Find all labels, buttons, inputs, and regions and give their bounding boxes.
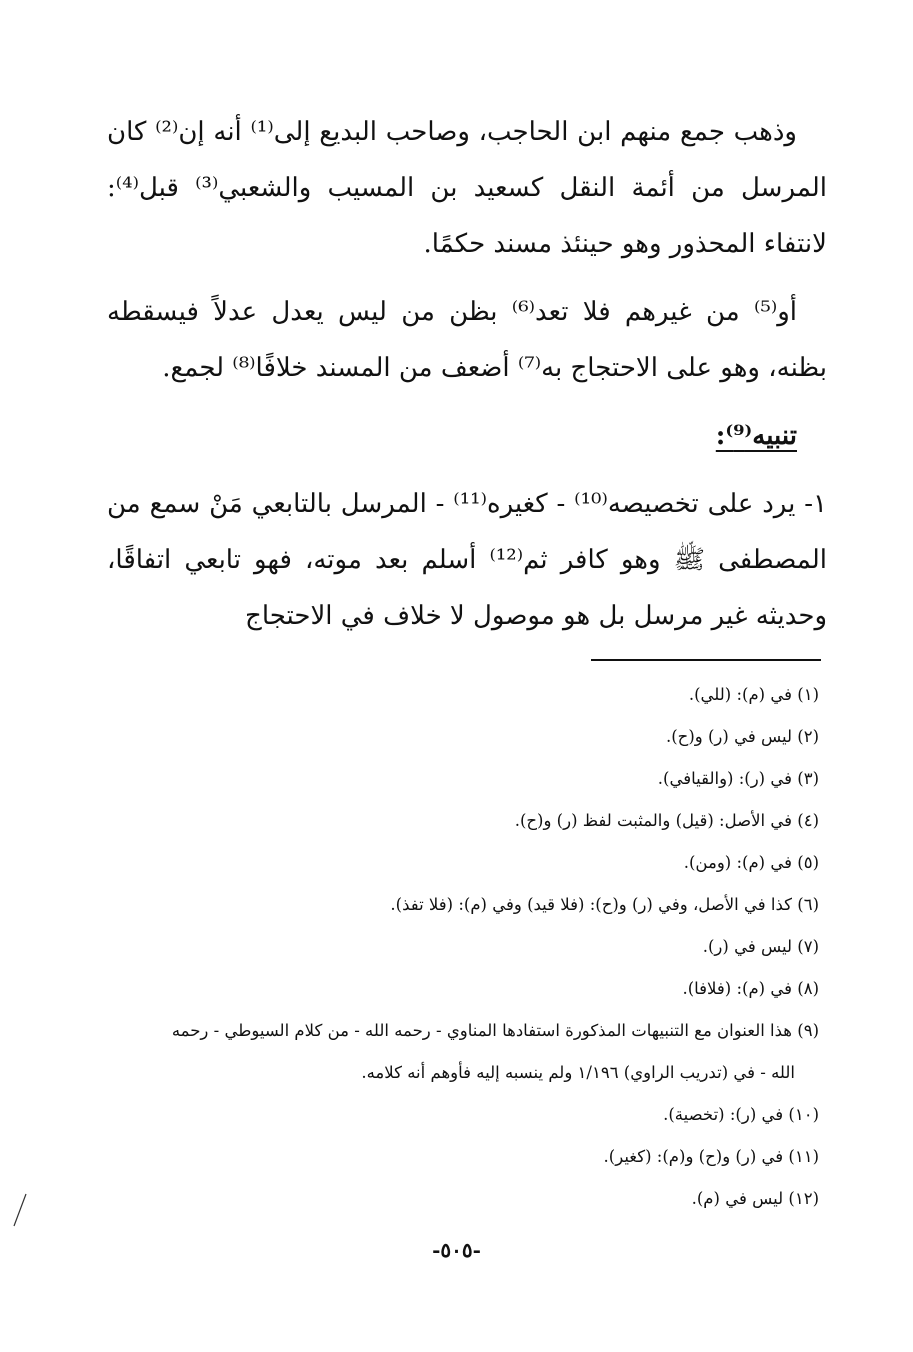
footnote-11: (١١) في (ر) و(ح) و(م): (كغير).: [603, 1147, 819, 1166]
footnote-6: (٦) كذا في الأصل، وفي (ر) و(ح): (فلا قيد) وفي (م): (فلا تفذ).: [390, 895, 819, 914]
paragraph-2: أو⁽⁵⁾ من غيرهم فلا تعد⁽⁶⁾ بظن من ليس يعدل عدلاً فيسقطه بظنه، وهو على الاحتجاج به⁽⁷⁾ أضعف من المسند خلافًا⁽⁸⁾ لجمع.: [107, 297, 827, 383]
footnote-4: (٤) في الأصل: (قيل) والمثبت لفظ (ر) و(ح).: [514, 811, 819, 830]
footnote-10: (١٠) في (ر): (تخصية).: [663, 1105, 819, 1124]
footnote-12: (١٢) ليس في (م).: [691, 1189, 819, 1208]
footnote-5: (٥) في (م): (ومن).: [683, 853, 819, 872]
section-heading: تنبيه⁽⁹⁾:: [715, 421, 797, 451]
footnote-3: (٣) في (ر): (والقيافي).: [657, 769, 819, 788]
footnote-9-continuation: الله - في (تدريب الراوي) ١/١٩٦ ولم ينسبه إليه فأوهم أنه كلامه.: [361, 1063, 795, 1082]
main-text: [107, 104, 827, 656]
footnotes: [99, 674, 819, 1220]
footnote-8: (٨) في (م): (فلافا).: [682, 979, 819, 998]
note-item-1: ١- يرد على تخصيصه⁽¹⁰⁾ - كغيره⁽¹¹⁾ - المرسل بالتابعي مَنْ سمع من المصطفى ﷺ وهو كافر ثم⁽¹²⁾ أسلم بعد موته، فهو تابعي اتفاقًا، وحديثه غير مرسل بل هو موصول لا خلاف في الاحتجاج: [107, 489, 827, 631]
footnote-9: (٩) هذا العنوان مع التنبيهات المذكورة استفادها المناوي - رحمه الله - من كلام السيوطي - رحمه: [171, 1021, 819, 1040]
footnote-1: (١) في (م): (للي).: [688, 685, 819, 704]
margin-pen-mark: [8, 1192, 32, 1228]
paragraph-1: وذهب جمع منهم ابن الحاجب، وصاحب البديع إلى⁽¹⁾ أنه إن⁽²⁾ كان المرسل من أئمة النقل كسعيد بن المسيب والشعبي⁽³⁾ قبل⁽⁴⁾: لانتفاء المحذور وهو حينئذ مسند حكمًا.: [107, 117, 827, 259]
footnote-divider: [591, 659, 821, 661]
footnote-2: (٢) ليس في (ر) و(ح).: [666, 727, 819, 746]
footnote-7: (٧) ليس في (ر).: [702, 937, 819, 956]
page-number: -٥٠٥-: [432, 1238, 481, 1262]
